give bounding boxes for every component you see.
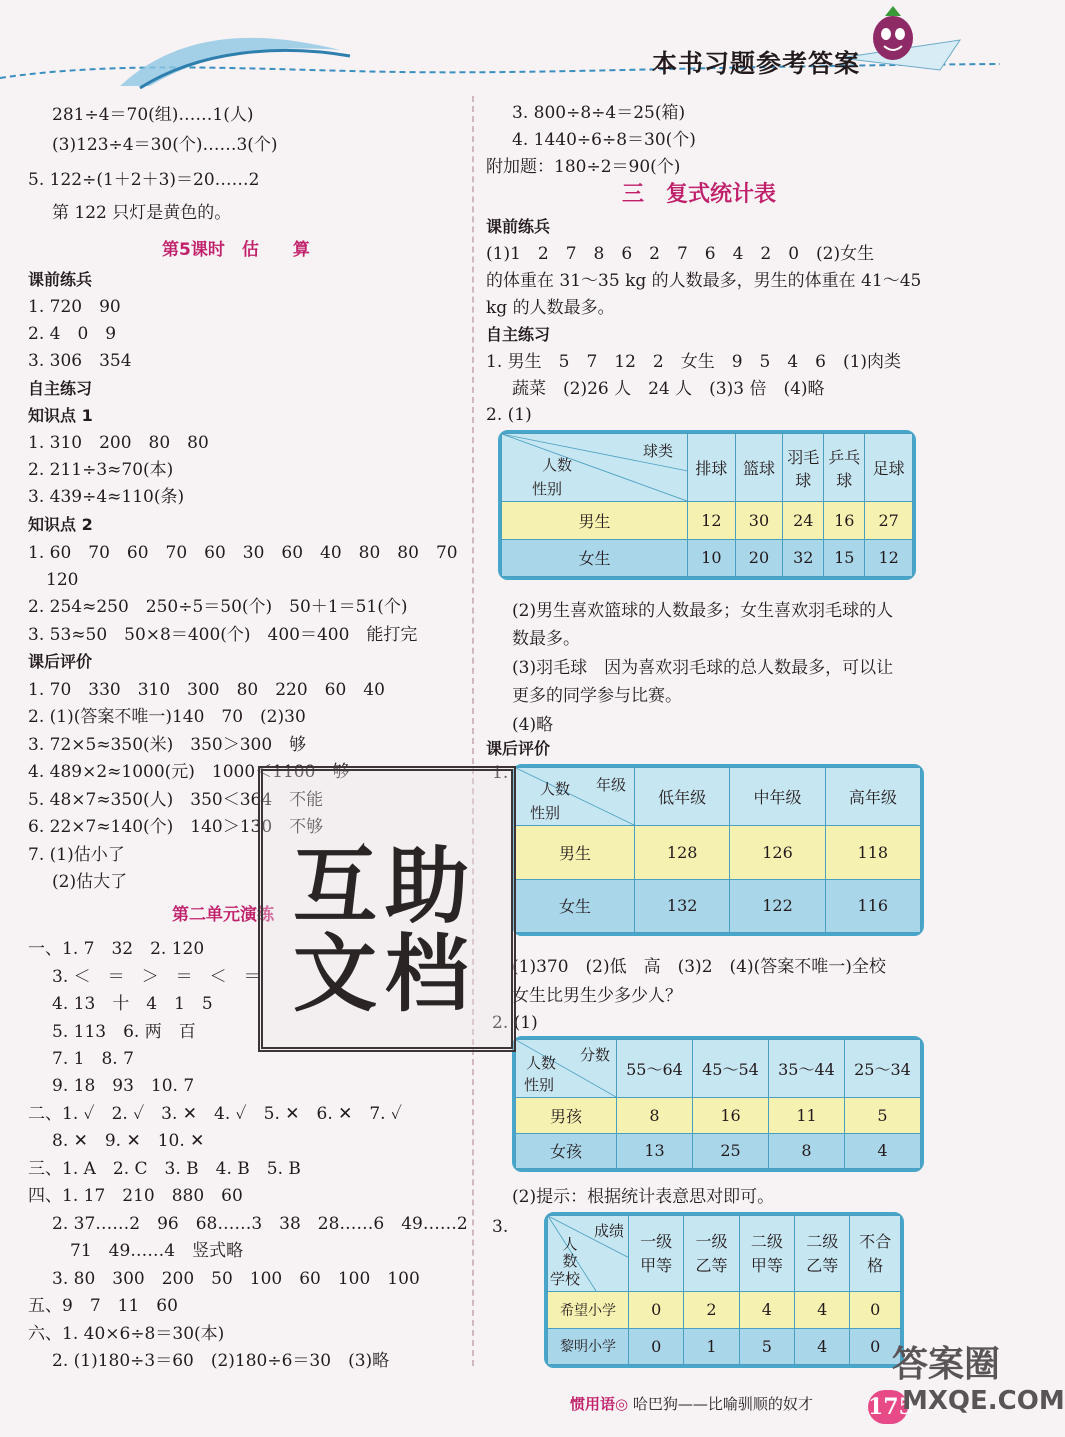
- answer-line: 3. 800÷8÷4＝25(箱): [512, 103, 686, 123]
- subsection-heading: 课后评价: [28, 652, 93, 671]
- answer-line: 3. ＜ ＝ ＞ ＝ ＜ ＝: [52, 967, 261, 987]
- answer-line: 6. 22×7≈140(个) 140＞130 不够: [28, 817, 324, 837]
- answer-line: 更多的同学参与比赛。: [512, 686, 682, 706]
- answer-line: (3)123÷4＝30(个)……3(个): [52, 135, 278, 155]
- table-row: 希望小学 0 2 4 4 0: [548, 1292, 901, 1329]
- footer-label: 惯用语◎: [570, 1395, 629, 1413]
- page-number: 175: [868, 1390, 908, 1424]
- stamp-text: 互助: [293, 837, 478, 935]
- table-column-header: 45～54: [693, 1040, 769, 1098]
- table-column-header: 乒乓球: [824, 434, 865, 502]
- table-corner-header: 球类 人数 性别: [502, 434, 688, 502]
- answer-line: 1. 720 90: [28, 297, 121, 317]
- answer-line: 第 122 只灯是黄色的。: [52, 203, 232, 223]
- table-row: 黎明小学 0 1 5 4 0: [548, 1328, 901, 1365]
- answer-line: 5. 48×7≈350(人) 350＜364 不能: [28, 790, 324, 810]
- score-distribution-table: [512, 1036, 924, 1172]
- answer-line: (2)估大了: [52, 872, 128, 892]
- table-corner-header: 分数 人数 性别: [516, 1040, 617, 1098]
- answer-line: 4. 1440÷6÷8＝30(个): [512, 130, 696, 150]
- table-column-header: 一级甲等: [629, 1216, 684, 1292]
- answer-line: 2. (1)(答案不唯一)140 70 (2)30: [28, 707, 306, 727]
- header-banner: [0, 0, 1000, 100]
- table-row: 女孩 13 25 8 4: [516, 1133, 921, 1169]
- table-column-header: 二级乙等: [795, 1216, 850, 1292]
- answer-line: 8. ✕ 9. ✕ 10. ✕: [52, 1131, 205, 1151]
- answer-line: 2. 254≈250 250÷5＝50(个) 50＋1＝51(个): [28, 597, 408, 617]
- answer-line: 四、1. 17 210 880 60: [28, 1186, 243, 1206]
- answer-line: 3. 72×5≈350(米) 350＞300 够: [28, 735, 307, 755]
- footer-text: 哈巴狗——比喻驯顺的奴才: [632, 1395, 813, 1413]
- subsection-heading: 自主练习: [486, 325, 551, 344]
- table-column-header: 篮球: [735, 434, 783, 502]
- table-column-header: 二级甲等: [739, 1216, 794, 1292]
- answer-line: 2. (1): [492, 1013, 538, 1033]
- subsection-heading: 课前练兵: [486, 217, 551, 236]
- table-column-header: 55～64: [617, 1040, 693, 1098]
- answer-line: kg 的人数最多。: [486, 298, 615, 318]
- answer-line: (1)1 2 7 8 6 2 7 6 4 2 0 (2)女生: [486, 244, 875, 264]
- answer-line: 5. 113 6. 两 百: [52, 1022, 196, 1042]
- table-row: 女生 132 122 116: [516, 879, 921, 933]
- table-row: 女生 10 20 32 15 12: [502, 539, 913, 577]
- subsection-heading: 课前练兵: [28, 270, 93, 289]
- answer-line: 3. 80 300 200 50 100 60 100 100: [52, 1269, 420, 1289]
- subsection-heading: 课后评价: [486, 739, 551, 758]
- stamp-watermark: [258, 766, 516, 1052]
- answer-line: (2)男生喜欢篮球的人数最多；女生喜欢羽毛球的人: [512, 601, 894, 621]
- watermark-logo: 答案圈: [892, 1344, 1001, 1385]
- table-column-header: 高年级: [825, 768, 920, 826]
- table-column-header: 25～34: [845, 1040, 921, 1098]
- table-column-header: 足球: [865, 434, 913, 502]
- section-title: 第二单元演练: [172, 905, 274, 925]
- subsection-heading: 知识点 1: [28, 406, 93, 425]
- answer-line: 3.: [492, 1217, 509, 1237]
- table-column-header: 35～44: [769, 1040, 845, 1098]
- table-corner-header: 年级 人数 性别: [516, 768, 635, 826]
- answer-line: 2. (1): [486, 405, 532, 425]
- section-title: 三 复式统计表: [622, 182, 777, 207]
- answer-line: (4)略: [512, 715, 554, 735]
- answer-line: 7. 1 8. 7: [52, 1049, 134, 1069]
- answer-line: 5. 122÷(1＋2＋3)＝20……2: [28, 170, 260, 190]
- answer-line: 2. 211÷3≈70(本): [28, 460, 174, 480]
- watermark-url: MXQE.COM: [902, 1386, 1065, 1416]
- answer-line: 281÷4＝70(组)……1(人): [52, 105, 254, 125]
- school-grades-table: [544, 1212, 904, 1368]
- ball-games-table: [498, 430, 916, 580]
- answer-line: 3. 306 354: [28, 351, 132, 371]
- column-divider: [472, 96, 474, 1366]
- answer-line: (1)370 (2)低 高 (3)2 (4)(答案不唯一)全校: [512, 957, 886, 977]
- answer-line: 1. 60 70 60 70 60 30 60 40 80 80 70: [28, 543, 458, 563]
- answer-line: 蔬菜 (2)26 人 24 人 (3)3 倍 (4)略: [512, 379, 825, 399]
- answer-line: 9. 18 93 10. 7: [52, 1076, 195, 1096]
- table-corner-header: 成绩 人数 学校: [548, 1216, 629, 1292]
- header-title: 本书习题参考答案: [651, 49, 860, 78]
- answer-line: 3. 439÷4≈110(条): [28, 487, 185, 507]
- answer-line: 3. 53≈50 50×8＝400(个) 400＝400 能打完: [28, 625, 418, 645]
- answer-line: 的体重在 31～35 kg 的人数最多，男生的体重在 41～45: [486, 271, 922, 291]
- answer-line: 六、1. 40×6÷8＝30(本): [28, 1324, 225, 1344]
- answer-line: 2. 4 0 9: [28, 324, 117, 344]
- answer-line: (3)羽毛球 因为喜欢羽毛球的总人数最多，可以让: [512, 658, 894, 678]
- answer-line: 二、1. ✓ 2. ✓ 3. ✕ 4. ✓ 5. ✕ 6. ✕ 7. ✓: [28, 1104, 402, 1124]
- table-column-header: 羽毛球: [783, 434, 824, 502]
- answer-line: 五、9 7 11 60: [28, 1296, 178, 1316]
- table-column-header: 排球: [688, 434, 736, 502]
- answer-line: 女生比男生少多少人？: [512, 986, 682, 1006]
- footer: [570, 1393, 813, 1414]
- answer-line: 1. 310 200 80 80: [28, 433, 209, 453]
- table-row: 男生 128 126 118: [516, 826, 921, 880]
- subsection-heading: 自主练习: [28, 379, 93, 398]
- table-column-header: 不合格: [850, 1216, 901, 1292]
- table-row: 男生 12 30 24 16 27: [502, 502, 913, 540]
- table-row: 男孩 8 16 11 5: [516, 1098, 921, 1134]
- grade-students-table: [512, 764, 924, 936]
- answer-line: 1.: [492, 763, 509, 783]
- answer-line: 71 49……4 竖式略: [70, 1241, 244, 1261]
- answer-line: 1. 男生 5 7 12 2 女生 9 5 4 6 (1)肉类: [486, 352, 902, 372]
- corner-watermark: [892, 1336, 1065, 1416]
- answer-line: 7. (1)估小了: [28, 845, 125, 865]
- subsection-heading: 知识点 2: [28, 515, 93, 534]
- table-column-header: 低年级: [635, 768, 730, 826]
- answer-line: 一、1. 7 32 2. 120: [28, 939, 205, 959]
- answer-line: 2. (1)180÷3＝60 (2)180÷6＝30 (3)略: [52, 1351, 390, 1371]
- answer-line: 附加题：180÷2＝90(个): [486, 157, 681, 177]
- answer-line: 4. 13 十 4 1 5: [52, 994, 213, 1014]
- stamp-text: 文档: [293, 925, 478, 1023]
- answer-line: 120: [46, 570, 79, 590]
- answer-line: 三、1. A 2. C 3. B 4. B 5. B: [28, 1159, 301, 1179]
- answer-line: (2)提示：根据统计表意思对即可。: [512, 1187, 775, 1207]
- answer-line: 1. 70 330 310 300 80 220 60 40: [28, 680, 385, 700]
- table-column-header: 中年级: [730, 768, 825, 826]
- section-title: 第5课时 估 算: [162, 240, 310, 260]
- answer-line: 2. 37……2 96 68……3 38 28……6 49……2: [52, 1214, 468, 1234]
- answer-line: 数最多。: [512, 629, 580, 649]
- answer-line: 4. 489×2≈1000(元) 1000＜1100 够: [28, 762, 350, 782]
- table-column-header: 一级乙等: [684, 1216, 739, 1292]
